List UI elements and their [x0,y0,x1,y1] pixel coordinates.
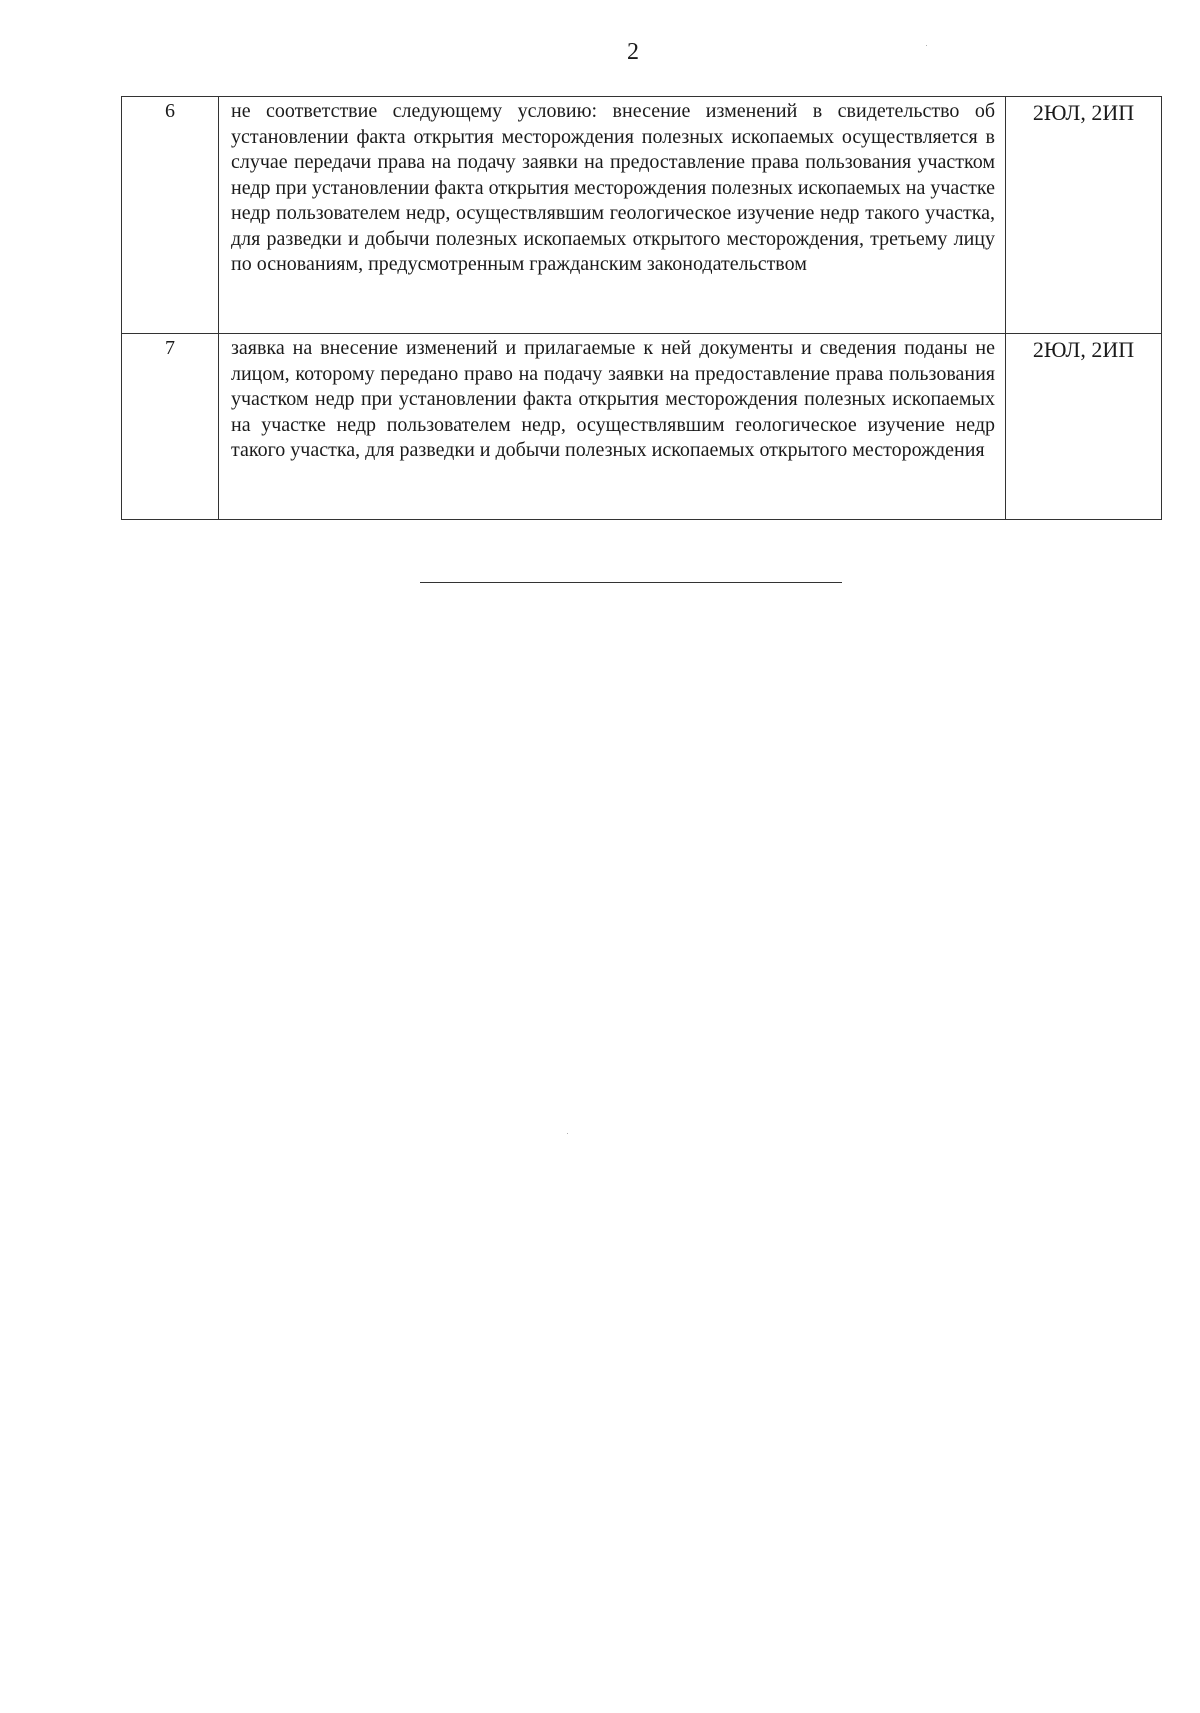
row-text: не соответствие следующему условию: внесение изменений в свидетельство об установлении факта открытия месторождения полезных ископаемых осуществляется в случае передачи права на подачу заявки на предоставление права пользования участком недр при установлении факта открытия месторождения полезных ископаемых на участке недр пользователем недр, осуществлявшим геологическое изучение недр такого участка, для разведки и добычи полезных ископаемых открытого месторождения, третьему лицу по основаниям, предусмотренным гражданским законодательством [219,97,1006,334]
requirements-table [121,96,1162,520]
row-code: 2ЮЛ, 2ИП [1006,97,1162,334]
end-divider [420,582,842,583]
row-number: 7 [122,334,219,520]
row-code: 2ЮЛ, 2ИП [1006,334,1162,520]
table-row [122,97,1162,334]
page-number: 2 [627,39,639,65]
scan-speck [926,45,927,46]
scan-speck [567,1133,568,1134]
row-text: заявка на внесение изменений и прилагаемые к ней документы и сведения поданы не лицом, которому передано право на подачу заявки на предоставление права пользования участком недр при установлении факта открытия месторождения полезных ископаемых на участке недр пользователем недр, осуществлявшим геологическое изучение недр такого участка, для разведки и добычи полезных ископаемых открытого месторождения [219,334,1006,520]
table-row [122,334,1162,520]
row-number: 6 [122,97,219,334]
